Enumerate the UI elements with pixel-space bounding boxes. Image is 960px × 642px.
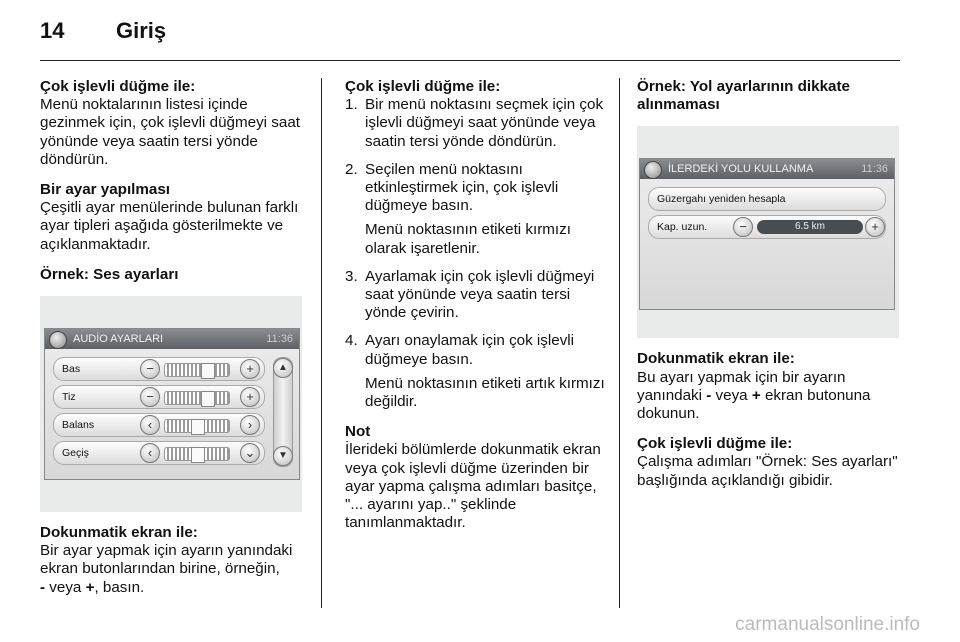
setting-label: Tiz — [62, 391, 76, 404]
page-number: 14 — [40, 18, 65, 43]
setting-row-fader[interactable] — [53, 441, 265, 465]
paragraph-touchscreen: Bir ayar yapmak için ayarın yanındaki ekran butonlarından birine, örneğin, - veya +, basın. — [40, 542, 293, 596]
screen-clock: 11:36 — [266, 333, 293, 346]
level-bar[interactable] — [164, 447, 230, 461]
screen-title: İLERDEKİ YOLU KULLANMA — [668, 163, 814, 176]
road-settings-screenshot — [637, 126, 899, 338]
setting-label: Balans — [62, 419, 95, 432]
paragraph-navigate: Menü noktalarının listesi içinde gezinmek için, çok işlevli düğmeyi saat yönünde veya saatin tersi yönde döndürün. — [40, 96, 300, 168]
column-middle — [345, 78, 607, 532]
screen-titlebar — [640, 159, 894, 179]
paragraph-setting-types: Çeşitli ayar menülerinde bulunan farklı ayar tipleri aşağıda gösterilmekte ve açıklanmaktadır. — [40, 199, 299, 253]
paragraph-steps-reference: Çalışma adımları "Örnek: Ses ayarları" başlığında açıklandığı gibidir. — [637, 453, 898, 489]
scrollbar[interactable] — [273, 357, 293, 467]
column-left — [40, 78, 310, 597]
chapter-title: Giriş — [116, 18, 167, 43]
step-item: 1. Bir menü noktasını seçmek için çok işlevli düğmeyi saat yönünde veya saatin tersi yönde döndürün. — [345, 96, 604, 150]
plus-button[interactable]: + — [240, 359, 260, 379]
setting-label: Kap. uzun. — [657, 221, 708, 234]
minus-button[interactable]: − — [733, 217, 753, 237]
left-arrow-button[interactable]: ‹ — [140, 415, 160, 435]
level-bar[interactable] — [164, 391, 230, 405]
screen-clock: 11:36 — [861, 163, 888, 176]
note-title: Not — [345, 423, 371, 441]
setting-label: Bas — [62, 363, 81, 376]
heading-touchscreen: Dokunmatik ekran ile: — [40, 524, 198, 542]
minus-button[interactable]: − — [140, 387, 160, 407]
paragraph-touchscreen-2: Bu ayarı yapmak için bir ayarın yanındaki - veya + ekran butonuna dokunun. — [637, 368, 871, 423]
heading-multifunction-knob: Çok işlevli düğme ile: — [40, 78, 196, 95]
plus-button[interactable]: + — [865, 217, 885, 237]
heading-making-setting: Bir ayar yapılması — [40, 181, 171, 199]
steps-list — [345, 96, 607, 411]
step-item: 2. Seçilen menü noktasını etkinleştirmek için, çok işlevli düğmeye basın. Menü noktasının etiketi kırmızı olarak işaretlenir. — [345, 160, 571, 257]
audio-settings-screen — [44, 328, 300, 480]
watermark: carmanualsonline.info — [735, 614, 920, 635]
heading-touchscreen-2: Dokunmatik ekran ile: — [637, 350, 795, 368]
header-rule — [40, 60, 900, 61]
screen-title: AUDİO AYARLARI — [73, 333, 164, 346]
plus-button[interactable]: + — [240, 387, 260, 407]
down-arrow-button[interactable]: ⌄ — [240, 443, 260, 463]
distance-value: 6.5 km — [757, 220, 863, 234]
level-bar[interactable] — [164, 363, 230, 377]
back-icon — [49, 331, 67, 349]
setting-label: Güzergahı yeniden hesapla — [657, 193, 786, 206]
recalculate-route-button[interactable] — [648, 187, 886, 211]
step-item: 4. Ayarı onaylamak için çok işlevli düğmeye basın. Menü noktasının etiketi artık kırmızı değildir. — [345, 332, 605, 411]
level-bar[interactable] — [164, 419, 230, 433]
step-item: 3. Ayarlamak için çok işlevli düğmeyi saat yönünde veya saatin tersi yönde çevirin. — [345, 267, 595, 322]
plus-symbol: + — [751, 386, 761, 404]
scroll-up-icon[interactable]: ▲ — [273, 358, 293, 378]
column-divider-1 — [321, 78, 322, 608]
column-divider-2 — [619, 78, 620, 608]
screen-titlebar — [45, 329, 299, 349]
setting-row-length[interactable] — [648, 215, 886, 239]
audio-settings-screenshot — [40, 296, 302, 512]
minus-button[interactable]: − — [140, 359, 160, 379]
right-arrow-button[interactable]: › — [240, 415, 260, 435]
road-settings-screen — [639, 158, 895, 310]
heading-example-road: Örnek: Yol ayarlarının dikkate alınmaması — [637, 78, 850, 114]
scroll-down-icon[interactable]: ▼ — [273, 446, 293, 466]
setting-row-treble[interactable] — [53, 385, 265, 409]
heading-multifunction-knob-2: Çok işlevli düğme ile: — [345, 78, 501, 95]
setting-row-bass[interactable] — [53, 357, 265, 381]
back-icon — [644, 161, 662, 179]
setting-label: Geçiş — [62, 447, 89, 460]
left-arrow-button[interactable]: ‹ — [140, 443, 160, 463]
plus-symbol: + — [85, 578, 95, 596]
minus-symbol: - — [40, 578, 46, 596]
heading-example-sound: Örnek: Ses ayarları — [40, 265, 179, 283]
heading-multifunction-knob-3: Çok işlevli düğme ile: — [637, 435, 793, 453]
setting-row-balance[interactable] — [53, 413, 265, 437]
minus-symbol: - — [706, 386, 712, 404]
column-right — [637, 78, 899, 502]
note-text: İlerideki bölümlerde dokunmatik ekran veya çok işlevli düğme üzerinden bir ayar yapma çalışma adımları basitçe, "... ayarını yap.." şeklinde tanımlanmaktadır. — [345, 441, 601, 532]
